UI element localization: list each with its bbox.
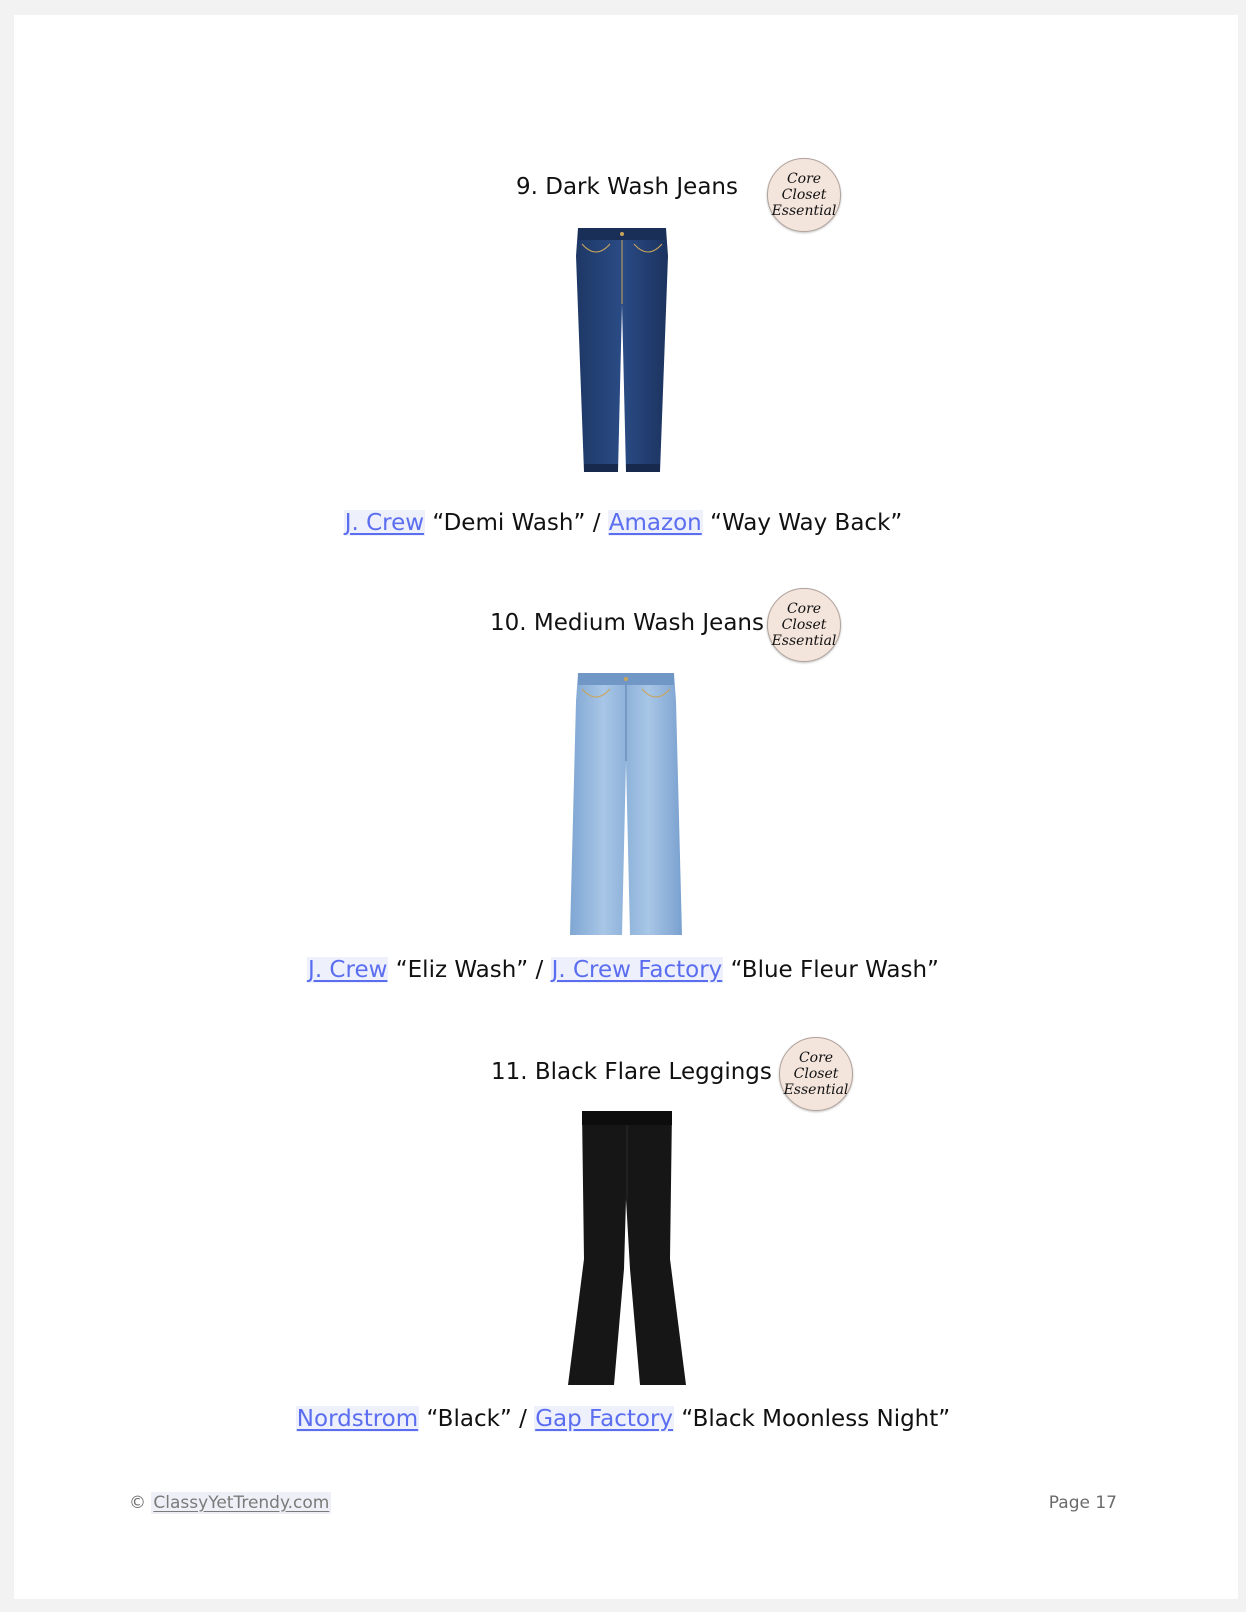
core-closet-essential-badge <box>779 1037 853 1111</box>
store-link-j-crew[interactable]: J. Crew <box>308 957 388 983</box>
store-link-j-crew-factory[interactable]: J. Crew Factory <box>551 957 723 983</box>
sources-line <box>0 1404 1246 1434</box>
sources-line <box>0 508 1246 538</box>
shade-name: “Eliz Wash” <box>395 957 529 983</box>
shade-name: “Way Way Back” <box>710 510 903 536</box>
item-title-black-flare-leggings: 11. Black Flare Leggings <box>491 1059 772 1085</box>
badge-line: Closet <box>793 1066 839 1082</box>
shade-name: “Black Moonless Night” <box>681 1406 951 1432</box>
medium-wash-jeans-image <box>568 671 684 939</box>
badge-line: Core <box>798 1050 834 1066</box>
item-title-medium-wash-jeans: 10. Medium Wash Jeans <box>490 610 764 636</box>
store-link-gap-factory[interactable]: Gap Factory <box>535 1406 674 1432</box>
shade-name: “Blue Fleur Wash” <box>730 957 939 983</box>
badge-line: Essential <box>771 203 837 219</box>
badge-line: Essential <box>771 633 837 649</box>
store-link-amazon[interactable]: Amazon <box>608 510 702 536</box>
separator: / <box>511 1406 535 1432</box>
core-closet-essential-badge <box>767 588 841 662</box>
badge-line: Core <box>786 171 822 187</box>
copyright-symbol: © <box>129 1493 146 1513</box>
shade-name: “Demi Wash” <box>432 510 586 536</box>
badge-line: Essential <box>783 1082 849 1098</box>
shade-name: “Black” <box>426 1406 512 1432</box>
page-number: Page 17 <box>1048 1493 1117 1513</box>
item-title-dark-wash-jeans: 9. Dark Wash Jeans <box>516 174 738 200</box>
store-link-nordstrom[interactable]: Nordstrom <box>296 1406 419 1432</box>
site-link[interactable]: ClassyYetTrendy.com <box>153 1493 330 1513</box>
dark-wash-jeans-image <box>574 226 670 476</box>
badge-line: Closet <box>781 617 827 633</box>
black-flare-leggings-image <box>566 1109 690 1387</box>
store-link-j-crew[interactable]: J. Crew <box>344 510 425 536</box>
footer-copyright <box>129 1491 331 1515</box>
sources-line <box>0 955 1246 985</box>
separator: / <box>528 957 551 983</box>
badge-line: Core <box>786 601 822 617</box>
badge-line: Closet <box>781 187 827 203</box>
separator: / <box>585 510 608 536</box>
core-closet-essential-badge <box>767 158 841 232</box>
